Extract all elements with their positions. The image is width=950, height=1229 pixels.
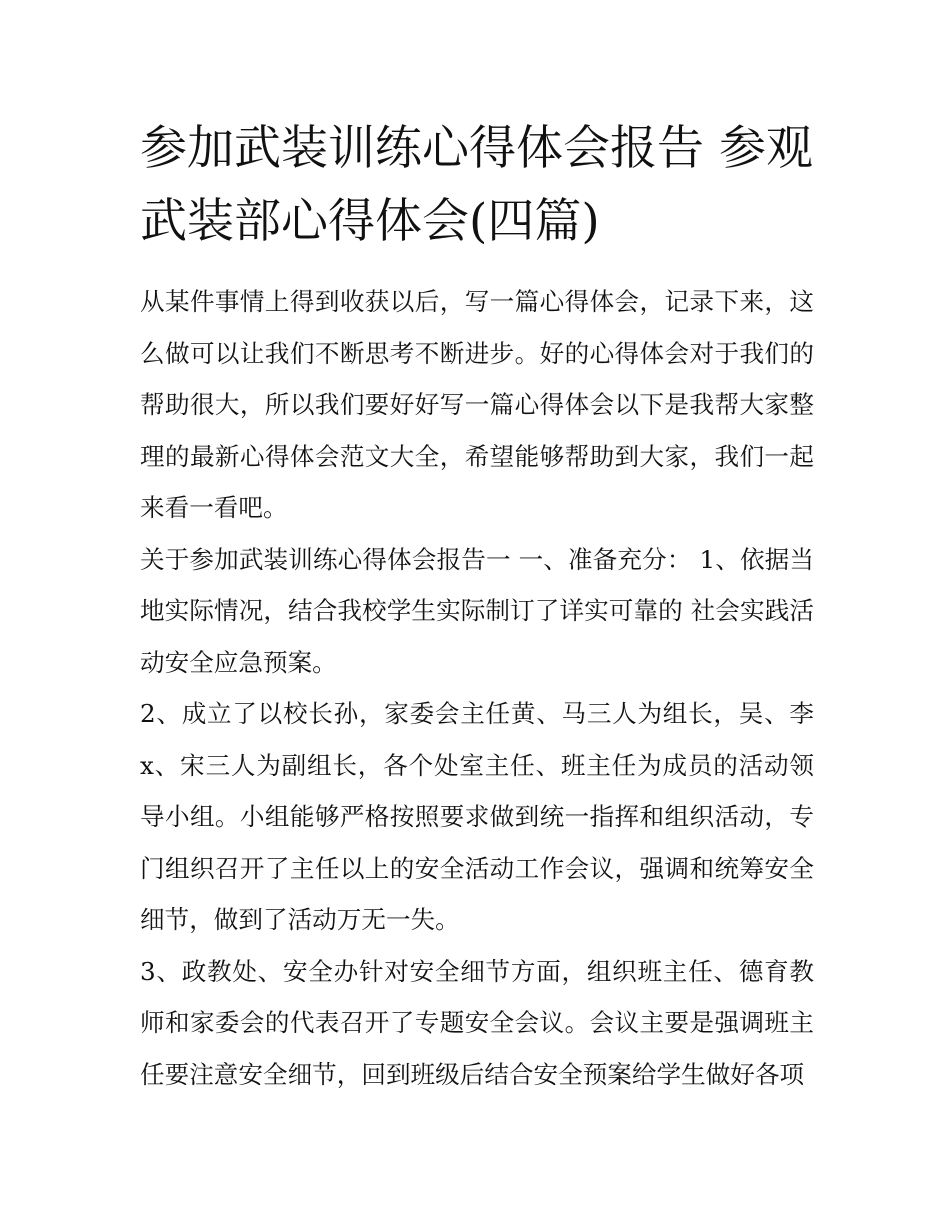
- paragraph-item-two: 2、成立了以校长孙，家委会主任黄、马三人为组长，吴、李x、宋三人为副组长，各个处室主任、班主任为成员的活动领导小组。小组能够严格按照要求做到统一指挥和组织活动，专门组织召开了主任以上的安全活动工作会议，强调和统筹安全细节，做到了活动万无一失。: [140, 699, 814, 934]
- paragraph-report-one: 关于参加武装训练心得体会报告一 一、准备充分： 1、依据当地实际情况，结合我校学生实际制订了详实可靠的 社会实践活动安全应急预案。: [140, 544, 814, 677]
- paragraph-intro: 从某件事情上得到收获以后，写一篇心得体会，记录下来，这么做可以让我们不断思考不断进步。好的心得体会对于我们的帮助很大，所以我们要好好写一篇心得体会以下是我帮大家整理的最新心得体会范文大全，希望能够帮助到大家，我们一起来看一看吧。: [140, 287, 814, 522]
- document-title: 参加武装训练心得体会报告 参观武装部心得体会(四篇): [140, 121, 813, 249]
- document-body: [140, 276, 814, 1100]
- paragraph-item-three: 3、政教处、安全办针对安全细节方面，组织班主任、德育教师和家委会的代表召开了专题安全会议。会议主要是强调班主任要注意安全细节，回到班级后结合安全预案给学生做好各项: [140, 956, 814, 1089]
